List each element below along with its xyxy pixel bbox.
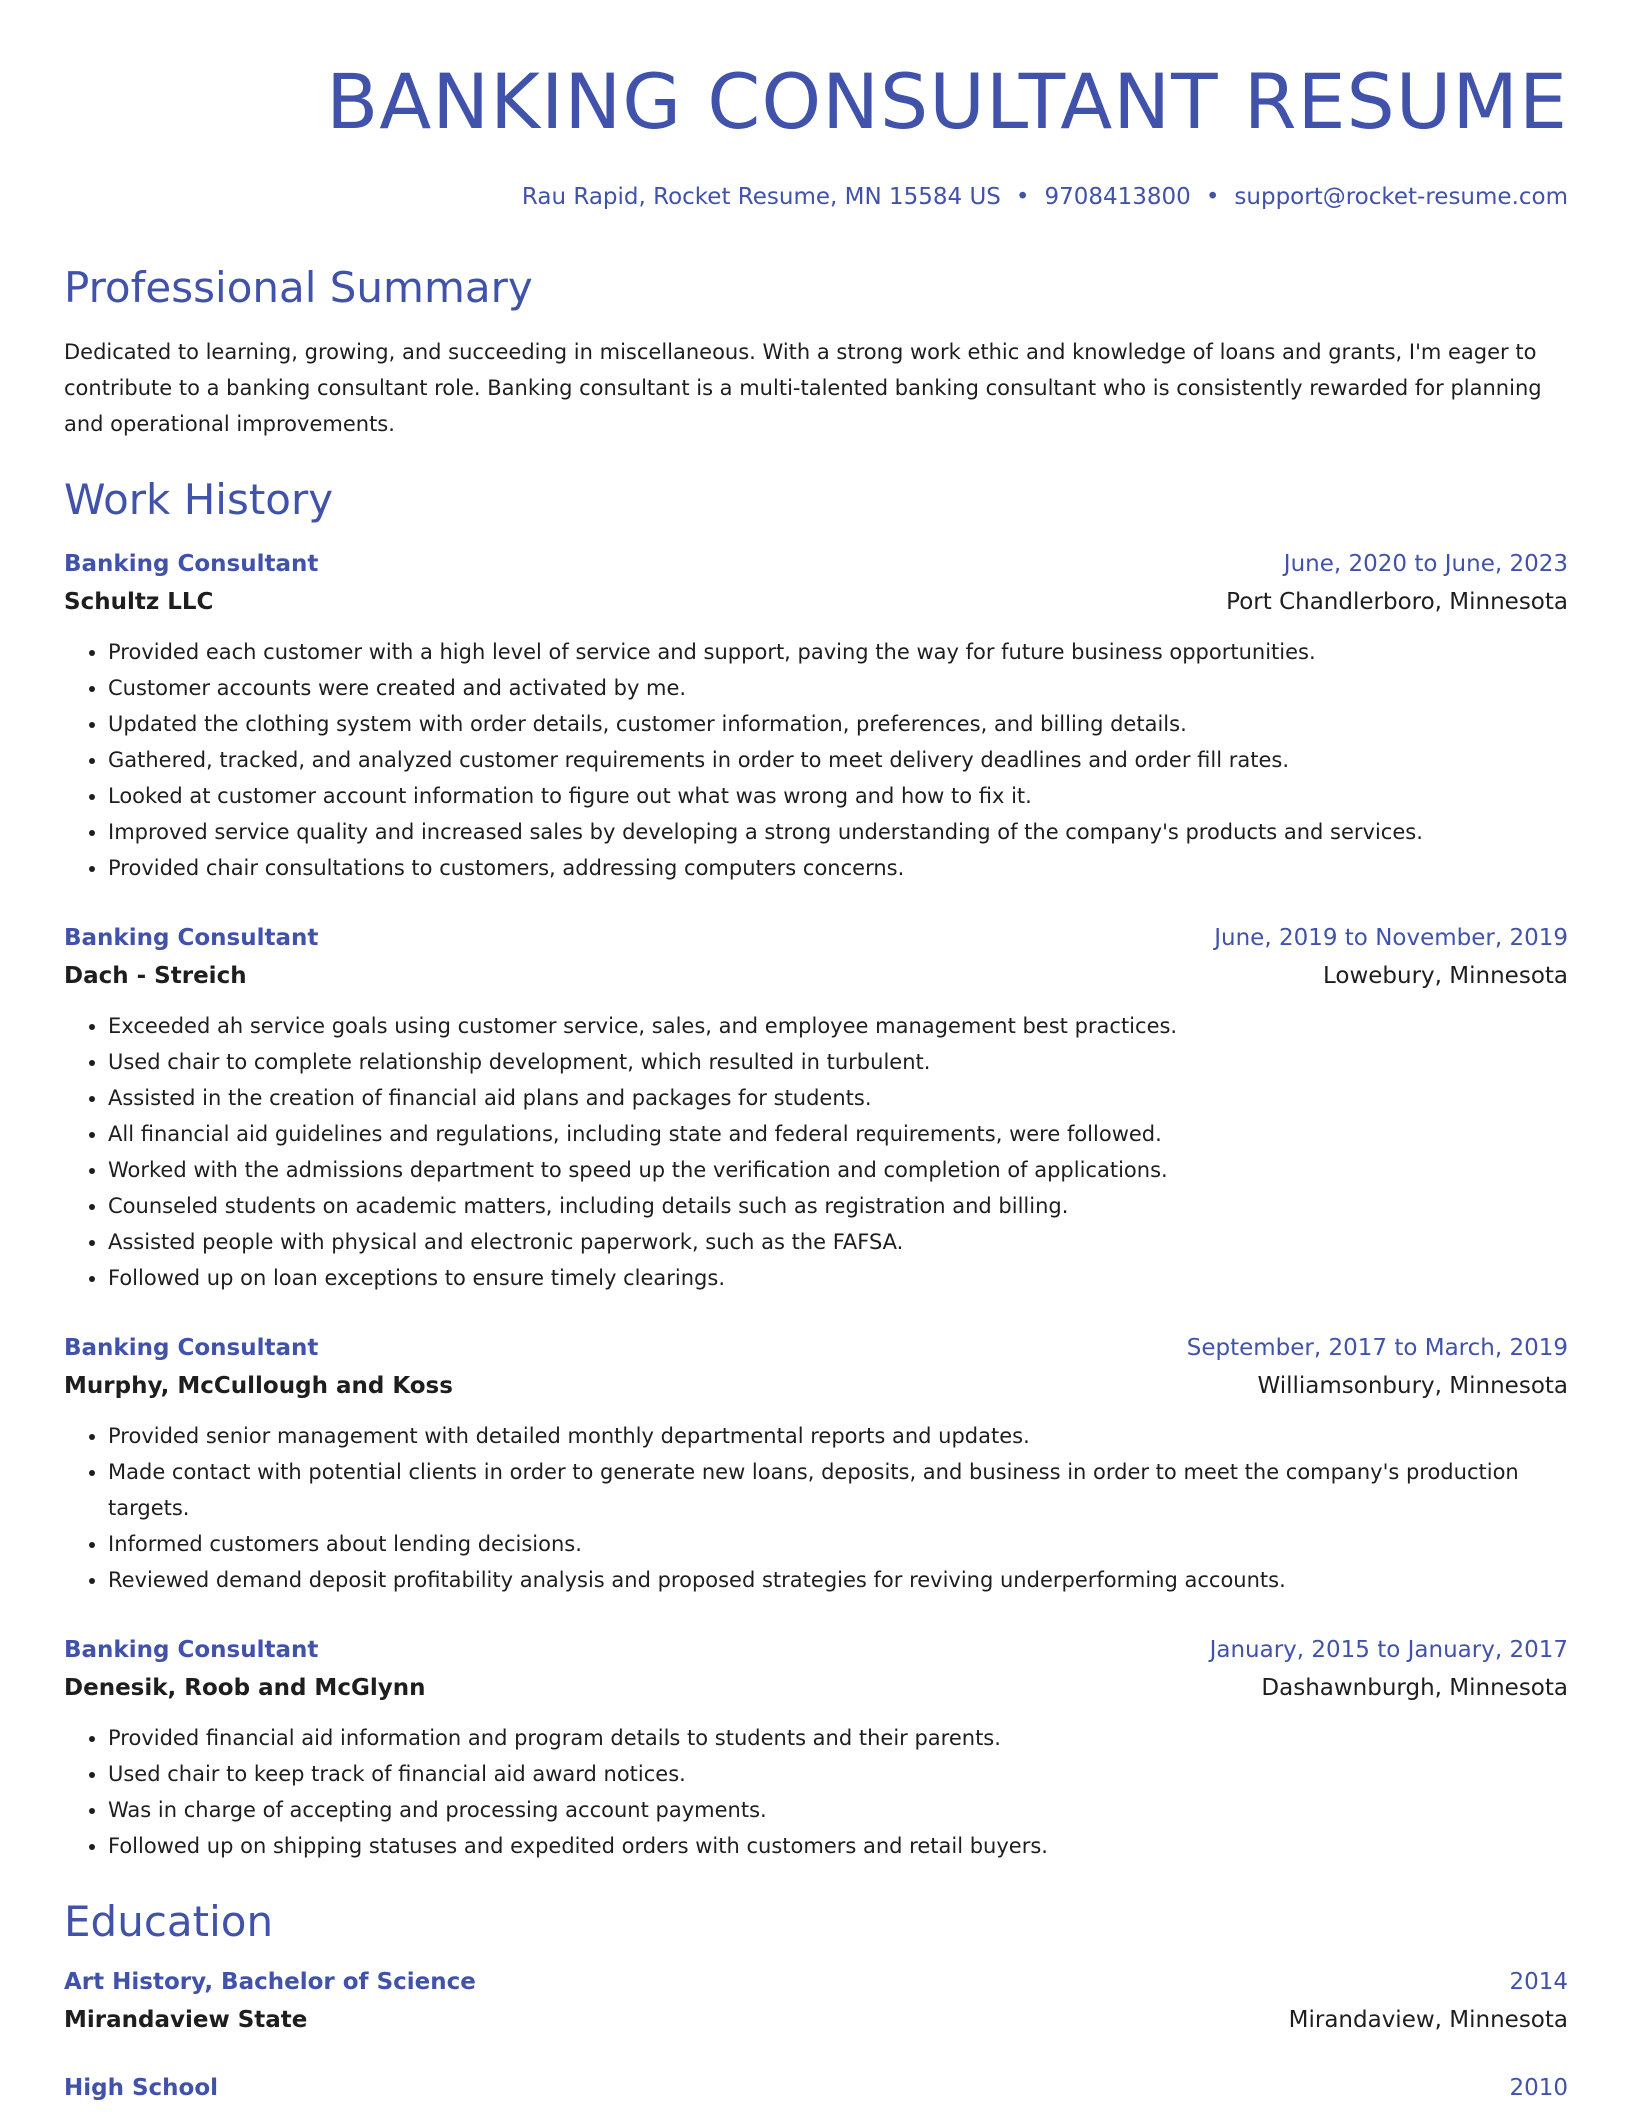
job-dates: June, 2020 to June, 2023 [1283,551,1568,577]
education-school: Mirandaview State [64,2007,308,2033]
job-bullet: • Assisted in the creation of financial aid plans and packages for students. [108,1080,1568,1116]
job-title: Banking Consultant [64,925,319,951]
resume-title: BANKING CONSULTANT RESUME [326,57,1568,146]
job-bullet: • Used chair to keep track of financial aid award notices. [108,1756,1568,1792]
job-entry [64,546,1568,886]
job-company: Murphy, McCullough and Koss [64,1373,453,1399]
job-bullet: • Gathered, tracked, and analyzed customer requirements in order to meet delivery deadlines and order fill rates. [108,742,1568,778]
education-entry [64,2070,1568,2106]
job-dates: September, 2017 to March, 2019 [1186,1335,1568,1361]
separator-dot: • [1205,184,1220,210]
contact-phone: 9708413800 [1044,184,1191,210]
job-bullet: • Was in charge of accepting and processing account payments. [108,1792,1568,1828]
job-bullet: • Updated the clothing system with order details, customer information, preferences, and billing details. [108,706,1568,742]
job-location: Lowebury, Minnesota [1322,963,1568,989]
job-bullets [64,634,1568,886]
education-degree: Art History, Bachelor of Science [64,1969,476,1995]
job-bullet: • Reviewed demand deposit profitability analysis and proposed strategies for reviving underperforming accounts. [108,1562,1568,1598]
job-bullet: • Looked at customer account information to figure out what was wrong and how to fix it. [108,778,1568,814]
job-bullet: • Assisted people with physical and electronic paperwork, such as the FAFSA. [108,1224,1568,1260]
job-entry [64,1330,1568,1598]
job-bullet: • Followed up on shipping statuses and expedited orders with customers and retail buyers. [108,1828,1568,1864]
job-bullet: • Customer accounts were created and activated by me. [108,670,1568,706]
education-degree: High School [64,2075,219,2101]
job-bullet: • Provided chair consultations to customers, addressing computers concerns. [108,850,1568,886]
job-bullet: • Provided financial aid information and program details to students and their parents. [108,1720,1568,1756]
separator-dot: • [1015,184,1030,210]
contact-line [522,180,1568,214]
education-year: 2014 [1509,1969,1568,1995]
job-title: Banking Consultant [64,551,319,577]
job-company: Denesik, Roob and McGlynn [64,1675,426,1701]
work-history-heading: Work History [64,475,334,524]
job-bullets [64,1008,1568,1296]
summary-heading: Professional Summary [64,263,533,312]
job-dates: June, 2019 to November, 2019 [1214,925,1568,951]
job-bullet: • Provided senior management with detailed monthly departmental reports and updates. [108,1418,1568,1454]
job-company: Dach - Streich [64,963,247,989]
job-location: Williamsonbury, Minnesota [1257,1373,1568,1399]
job-bullet: • All financial aid guidelines and regulations, including state and federal requirements, were followed. [108,1116,1568,1152]
job-bullet: • Improved service quality and increased sales by developing a strong understanding of the company's products and services. [108,814,1568,850]
education-heading: Education [64,1897,274,1946]
job-title: Banking Consultant [64,1637,319,1663]
education-location: Mirandaview, Minnesota [1288,2007,1568,2033]
education-year: 2010 [1509,2075,1568,2101]
job-bullet: • Informed customers about lending decisions. [108,1526,1568,1562]
job-bullet: • Worked with the admissions department to speed up the verification and completion of applications. [108,1152,1568,1188]
contact-address: Rau Rapid, Rocket Resume, MN 15584 US [521,184,1001,210]
education-entry [64,1964,1568,2040]
job-company: Schultz LLC [64,589,214,615]
summary-text: Dedicated to learning, growing, and succeeding in miscellaneous. With a strong work ethic and knowledge of loans and grants, I'm eager to contribute to a banking consultant role. Banking consultant is a multi-talented banking consultant who is consistently rewarded for planning and operational improvements. [64,340,1542,436]
job-title: Banking Consultant [64,1335,319,1361]
job-bullet: • Followed up on loan exceptions to ensure timely clearings. [108,1260,1568,1296]
job-location: Dashawnburgh, Minnesota [1261,1675,1568,1701]
contact-email[interactable]: support@rocket-resume.com [1234,184,1568,210]
job-bullet: • Exceeded ah service goals using customer service, sales, and employee management best practices. [108,1008,1568,1044]
resume-body [64,260,1568,2106]
job-dates: January, 2015 to January, 2017 [1209,1637,1568,1663]
job-bullet: • Counseled students on academic matters, including details such as registration and billing. [108,1188,1568,1224]
job-location: Port Chandlerboro, Minnesota [1226,589,1568,615]
job-bullet: • Made contact with potential clients in order to generate new loans, deposits, and business in order to meet the company's production targets. [108,1454,1568,1526]
job-bullets [64,1720,1568,1864]
job-bullet: • Provided each customer with a high level of service and support, paving the way for future business opportunities. [108,634,1568,670]
job-bullet: • Used chair to complete relationship development, which resulted in turbulent. [108,1044,1568,1080]
job-bullets [64,1418,1568,1598]
job-entry [64,1632,1568,1864]
job-entry [64,920,1568,1296]
